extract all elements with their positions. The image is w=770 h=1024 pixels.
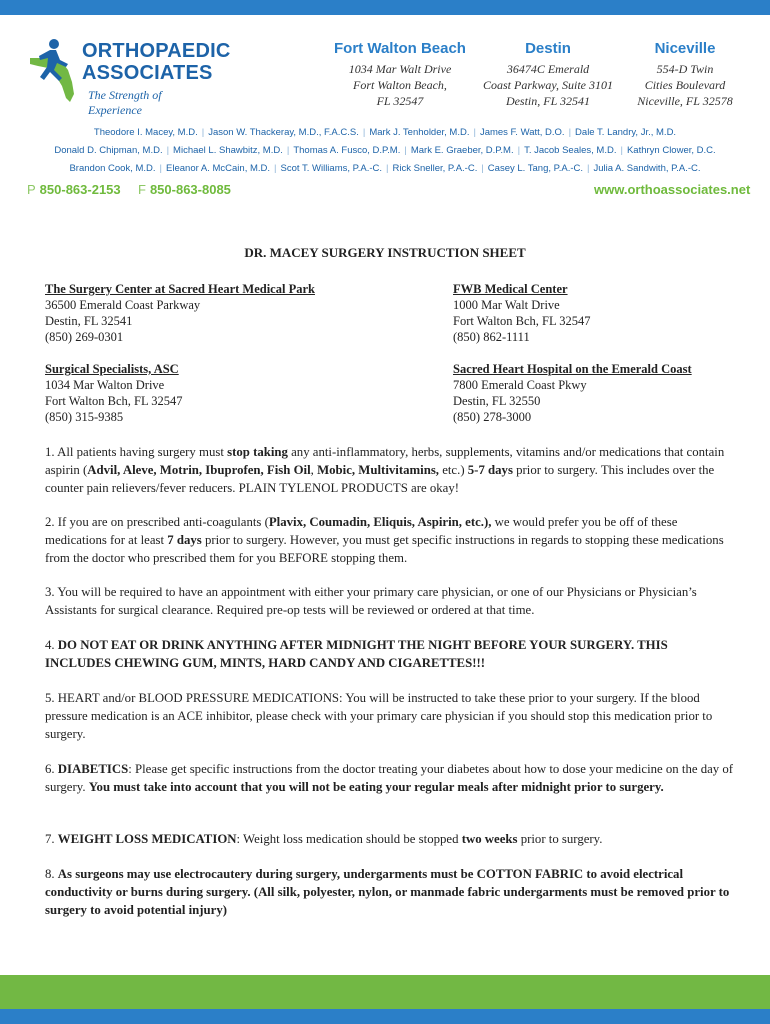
office-address-line: 1034 Mar Walt Drive (348, 62, 452, 76)
physician-name: Michael L. Shawbitz, M.D. (173, 145, 283, 156)
facility-line: (850) 315-9385 (45, 410, 124, 424)
physician-name: T. Jacob Seales, M.D. (524, 145, 617, 156)
footer-blue-bar (0, 1009, 770, 1024)
physician-name: Rick Sneller, P.A.-C. (392, 163, 478, 174)
emphasis-text: DO NOT EAT OR DRINK ANYTHING AFTER MIDNIGHT THE NIGHT BEFORE YOUR SURGERY. THIS INCLUDES CHEWING GUM, MINTS, HARD CANDY AND CIGARETTES!!! (45, 638, 668, 670)
separator: | (517, 145, 521, 156)
instruction-2 (45, 513, 735, 567)
facility-surgical-specialists (45, 361, 183, 425)
facility-line: Fort Walton Bch, FL 32547 (45, 394, 183, 408)
facility-line: Destin, FL 32541 (45, 314, 133, 328)
office-destin (478, 40, 618, 109)
facility-line: 7800 Emerald Coast Pkwy (453, 378, 587, 392)
separator: | (362, 127, 366, 138)
physician-name: Scot T. Williams, P.A.-C. (280, 163, 383, 174)
office-address-line: FL 32547 (376, 94, 424, 108)
physician-name: Julia A. Sandwith, P.A.-C. (593, 163, 701, 174)
office-address-line: Coast Parkway, Suite 3101 (483, 78, 613, 92)
facility-line: Destin, FL 32550 (453, 394, 541, 408)
phone-number (27, 182, 121, 197)
body-text: 6. (45, 762, 58, 776)
emphasis-text: Advil, Aleve, Motrin, Ibuprofen, Fish Oil (87, 463, 311, 477)
body-text: prior to surgery. (517, 832, 603, 846)
logo-tagline: The Strength of Experience (88, 88, 162, 117)
body-text: : Please get specific instructions from the doctor treating your diabetes about how to dose your medicine on the day of surgery. (45, 762, 734, 794)
separator: | (386, 163, 389, 174)
physician-row (0, 160, 770, 178)
office-name: Fort Walton Beach (334, 40, 466, 57)
separator: | (286, 145, 290, 156)
body-text: 5. HEART and/or BLOOD PRESSURE MEDICATIONS: You will be instructed to take these prior to your surgery. If the blood pressure medication is an ACE inhibitor, please check with your primary care physician if you should stop this medication prior to surgery. (45, 691, 713, 741)
facility-name: The Surgery Center at Sacred Heart Medical Park (45, 282, 315, 296)
physician-name: James F. Watt, D.O. (479, 127, 565, 138)
office-name: Destin (525, 40, 571, 57)
separator: | (166, 145, 170, 156)
physician-name: Eleanor A. McCain, M.D. (166, 163, 271, 174)
body-text: 2. If you are on prescribed anti-coagulants ( (45, 515, 269, 529)
facility-surgery-center (45, 281, 315, 345)
emphasis-text: two weeks (461, 832, 518, 846)
instruction-5 (45, 689, 735, 743)
facility-sacred-heart (453, 361, 692, 425)
separator: | (274, 163, 277, 174)
physician-name: Thomas A. Fusco, D.P.M. (293, 145, 401, 156)
physician-name: Kathryn Clower, D.C. (626, 145, 716, 156)
phone-value: 850-863-2153 (39, 182, 121, 197)
body-text: 8. (45, 867, 58, 881)
instruction-4 (45, 636, 735, 672)
physician-name: Casey L. Tang, P.A.-C. (487, 163, 584, 174)
body-text: 4. (45, 638, 58, 652)
physician-name: Jason W. Thackeray, M.D., F.A.C.S. (208, 127, 359, 138)
office-niceville (630, 40, 740, 109)
separator: | (481, 163, 484, 174)
website-link[interactable]: www.orthoassociates.net (594, 182, 751, 197)
emphasis-text: As surgeons may use electrocautery during surgery, undergarments must be COTTON FABRIC to avoid electrical conductivity or burns during surgery. (All silk, polyester, nylon, or manmade fabric undergarments must be removed prior to surgery to avoid potential injury) (45, 867, 730, 917)
instruction-1 (45, 443, 735, 497)
body-text: , (310, 463, 318, 477)
phone-label: P (27, 182, 36, 197)
separator: | (620, 145, 623, 156)
facility-line: (850) 278-3000 (453, 410, 532, 424)
body-text: prior to surgery. This includes over the counter pain relievers/fever reducers. PLAIN TYLENOL PRODUCTS are okay! (45, 463, 715, 495)
emphasis-text: stop taking (227, 445, 288, 459)
physician-name: Donald D. Chipman, M.D. (54, 145, 163, 156)
running-figure-florida-map-icon (26, 36, 86, 106)
separator: | (587, 163, 590, 174)
footer-green-bar (0, 975, 770, 1009)
logo-wordmark-line1: ORTHOPAEDIC (82, 40, 231, 62)
facility-line: (850) 862-1111 (453, 330, 530, 344)
office-fort-walton-beach (330, 40, 470, 109)
facility-name: FWB Medical Center (453, 282, 568, 296)
facility-line: 36500 Emerald Coast Parkway (45, 298, 201, 312)
facility-line: 1000 Mar Walt Drive (453, 298, 560, 312)
physician-name: Mark J. Tenholder, M.D. (369, 127, 470, 138)
fax-label: F (138, 182, 146, 197)
sheet-title: DR. MACEY SURGERY INSTRUCTION SHEET (244, 245, 526, 260)
emphasis-text: Plavix, Coumadin, Eliquis, Aspirin, etc.), (268, 515, 492, 529)
office-name: Niceville (654, 40, 716, 57)
emphasis-text: You must take into account that you will not be eating your regular meals after midnight prior to surgery. (88, 780, 664, 794)
separator: | (568, 127, 572, 138)
physician-name: Theodore I. Macey, M.D. (93, 127, 198, 138)
office-address-line: Niceville, FL 32578 (637, 94, 733, 108)
body-text: 7. (45, 832, 58, 846)
body-text: any anti-inflammatory, herbs, supplements, vitamins and/or medications that contain aspirin ( (45, 445, 725, 477)
fax-value: 850-863-8085 (149, 182, 231, 197)
body-text: we would prefer you be off of these medications for at least (45, 515, 678, 547)
emphasis-text: 7 days (167, 533, 202, 547)
office-address-line: Fort Walton Beach, (353, 78, 447, 92)
emphasis-text: WEIGHT LOSS MEDICATION (57, 832, 237, 846)
body-text: 1. All patients having surgery must (45, 445, 228, 459)
top-color-bar (0, 0, 770, 15)
fax-number (138, 182, 231, 197)
office-address-line: 36474C Emerald (506, 62, 590, 76)
physician-row (0, 124, 770, 142)
body-text: 3. You will be required to have an appointment with either your primary care physician, or one of our Physicians or Physician’s Assistants for surgical clearance. Required pre-op tests will be reviewed or ordered at that time. (45, 585, 697, 617)
body-text: etc.) (439, 463, 468, 477)
facility-line: 1034 Mar Walton Drive (45, 378, 165, 392)
physician-name: Dale T. Landry, Jr., M.D. (575, 127, 677, 138)
facility-line: Fort Walton Bch, FL 32547 (453, 314, 591, 328)
office-address-line: Destin, FL 32541 (505, 94, 591, 108)
company-logo (26, 36, 231, 117)
facility-line: (850) 269-0301 (45, 330, 124, 344)
facility-name: Surgical Specialists, ASC (45, 362, 179, 376)
instruction-3 (45, 583, 735, 619)
emphasis-text: DIABETICS (57, 762, 129, 776)
separator: | (473, 127, 476, 138)
physician-roster (0, 124, 770, 178)
office-address-line: Cities Boulevard (644, 78, 726, 92)
instruction-7 (45, 830, 735, 848)
facility-name: Sacred Heart Hospital on the Emerald Coast (453, 362, 692, 376)
physician-row (0, 142, 770, 160)
instruction-6 (45, 760, 735, 796)
separator: | (404, 145, 407, 156)
separator: | (201, 127, 205, 138)
body-text: : Weight loss medication should be stopped (236, 832, 462, 846)
emphasis-text: 5-7 days (467, 463, 513, 477)
physician-name: Mark E. Graeber, D.P.M. (410, 145, 514, 156)
separator: | (159, 163, 163, 174)
facility-fwb-medical (453, 281, 591, 345)
logo-wordmark-line2: ASSOCIATES (82, 62, 213, 84)
physician-name: Brandon Cook, M.D. (69, 163, 156, 174)
office-address-line: 554-D Twin (656, 62, 714, 76)
body-text: prior to surgery. However, you must get specific instructions in regards to stopping these medications from the doctor who prescribed them for you BEFORE stopping them. (45, 533, 724, 565)
instruction-8 (45, 865, 735, 919)
emphasis-text: Mobic, Multivitamins, (317, 463, 439, 477)
